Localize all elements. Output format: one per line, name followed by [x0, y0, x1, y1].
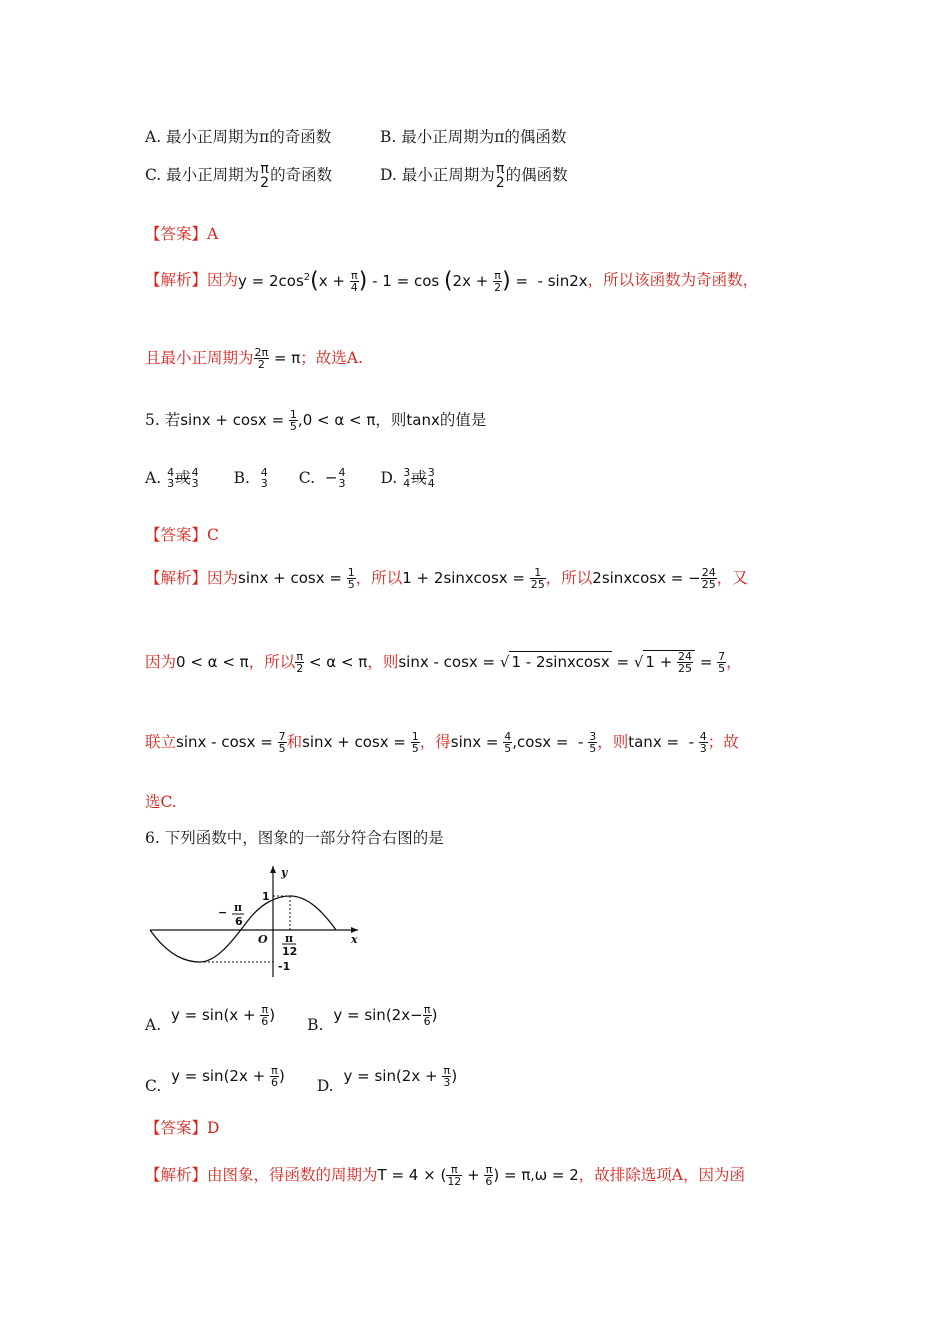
- q6-analysis-text2: ，故排除选项A，因为函: [578, 1166, 745, 1184]
- neg-pi6-minus: −: [218, 906, 228, 919]
- q5-option-b-frac: 4 3: [260, 466, 268, 490]
- q5-analysis-line3: 联立 sinx - cosx = $\frac{7}{5}$ 和 sinx + cosx = $\frac{1}{5}$ ，得 sinx = $\frac{4}{5}$ ,cosx = - $\frac{3}{5}$ ，则 tanx = - $\frac{4}{3}$ ；故: [145, 729, 739, 755]
- q6-option-a-val: y = sin(x + $\frac{\pi}{6}$ ): [170, 1002, 276, 1028]
- q4-analysis-line2: [145, 340, 363, 376]
- q5-stem: [145, 402, 486, 438]
- neg-pi6-den: 6: [235, 915, 243, 928]
- q6-analysis-text1: 由图象，得函数的周期为: [207, 1166, 378, 1184]
- q5-answer: 【答案】C: [145, 526, 219, 544]
- q4-option-b: B. 最小正周期为π的偶函数: [380, 128, 567, 146]
- neg-pi6-num: π: [234, 901, 243, 914]
- q6-option-c-val: y = sin(2x + $\frac{\pi}{6}$ ): [171, 1063, 285, 1089]
- q6-answer: 【答案】D: [145, 1119, 220, 1137]
- q4-analysis-text1: 因为: [207, 271, 239, 289]
- q4-analysis-label: 【解析】: [145, 271, 208, 289]
- origin-label: O: [258, 933, 268, 946]
- q5-option-d: D.: [380, 469, 398, 487]
- q5-option-d-frac1: 3 4: [403, 466, 411, 490]
- q6-option-b-val: y = sin(2x− $\frac{\pi}{6}$ ): [333, 1002, 438, 1028]
- q4-analysis: [145, 262, 758, 298]
- x-axis-label: x: [351, 933, 358, 946]
- q5-option-d-or: 或: [411, 469, 427, 487]
- q4-answer: 【答案】A: [145, 225, 219, 243]
- q5-option-b: B.: [233, 469, 250, 487]
- q6-option-d-val: y = sin(2x + $\frac{\pi}{3}$ ): [343, 1063, 458, 1089]
- sine-curve: [150, 896, 336, 962]
- y-axis-label: y: [281, 866, 288, 879]
- q5-options: [145, 460, 436, 496]
- q4-analysis-text3: 且最小正周期为: [145, 349, 254, 367]
- q4-option-d-fraction: π 2: [495, 161, 505, 191]
- q5-option-c: C.: [298, 469, 315, 487]
- q6-option-d: D.: [316, 1077, 334, 1095]
- q6-options-cd: [145, 1056, 457, 1096]
- q4-option-c-suffix: 的奇函数: [270, 166, 333, 184]
- q4-option-c: [145, 162, 332, 190]
- q5-stem-prefix: 5. 若: [145, 411, 181, 429]
- q4-analysis-math1: $y = 2\cos^2(x$ + $\frac{\pi}{4}$ ) - 1 = cos (2x + $\frac{\pi}{2}$ ) = - sin2x: [238, 268, 588, 294]
- q5-stem-tan: tanx: [406, 411, 440, 429]
- q5-stem-math: sinx + cosx = $\frac{1}{5}$ ,0 < α < π: [180, 407, 376, 433]
- q6-analysis-label: 【解析】: [145, 1166, 208, 1184]
- q5-option-a-frac1: 4 3: [167, 466, 175, 490]
- pi12-den: 12: [282, 945, 298, 958]
- q4-option-c-prefix: C. 最小正周期为: [145, 166, 260, 184]
- q6-option-b: B.: [307, 1016, 324, 1034]
- q4-analysis-text4: ；故选A.: [300, 349, 363, 367]
- minus-one-label: -1: [278, 960, 291, 973]
- q6-analysis-math: T = 4 × ( $\frac{\pi}{12}$ + $\frac{\pi}{6}$ ) = π,ω = 2: [377, 1162, 579, 1188]
- q6-option-a: A.: [145, 1016, 162, 1034]
- q6-stem: 6. 下列函数中，图象的一部分符合右图的是: [145, 829, 444, 847]
- q4-option-a: A. 最小正周期为π的奇函数: [145, 128, 332, 146]
- q6-options-ab: [145, 995, 438, 1035]
- q5-analysis-label: 【解析】: [145, 569, 208, 587]
- q5-analysis-line1: 【解析】 因为 sinx + cosx = $\frac{1}{5}$ ，所以 1 + 2sinxcosx = $\frac{1}{25}$ ，所以 2sinxcosx = − $\frac{24}{25}$ ，又: [145, 565, 748, 591]
- q4-option-c-fraction: π 2: [260, 161, 270, 191]
- q5-stem-mid: ，则: [375, 411, 407, 429]
- q5-option-a-frac2: 4 3: [191, 466, 199, 490]
- q6-option-c: C.: [145, 1077, 162, 1095]
- q5-option-d-frac2: 3 4: [427, 466, 435, 490]
- q5-analysis-line4: 选C.: [145, 793, 177, 811]
- q4-option-d: [380, 162, 568, 190]
- q4-option-d-suffix: 的偶函数: [505, 166, 568, 184]
- y-axis-arrow: [270, 866, 276, 873]
- q5-option-a: A.: [145, 469, 162, 487]
- q5-option-c-val: − 4 3: [324, 466, 346, 490]
- q4-analysis-text2: ，所以该函数为奇函数，: [587, 271, 759, 289]
- q4-analysis-math2: $\frac{2\pi}{2}$ = π: [254, 345, 301, 371]
- q5-analysis-line2: 因为 0 < α < π ，所以 $\frac{\pi}{2}$ < α < π ，则 sinx - cosx = √ 1 - 2sinxcosx = √ 1 + $\frac{24}{25}$ = $\frac{7}{5}$ ，: [145, 649, 742, 675]
- q5-option-a-or: 或: [175, 469, 191, 487]
- one-label: 1: [262, 890, 270, 903]
- q6-sine-graph: [148, 862, 362, 980]
- q4-option-d-prefix: D. 最小正周期为: [380, 166, 495, 184]
- q5-stem-suffix: 的值是: [439, 411, 487, 429]
- pi12-num: π: [285, 932, 294, 945]
- q6-analysis: [145, 1155, 745, 1195]
